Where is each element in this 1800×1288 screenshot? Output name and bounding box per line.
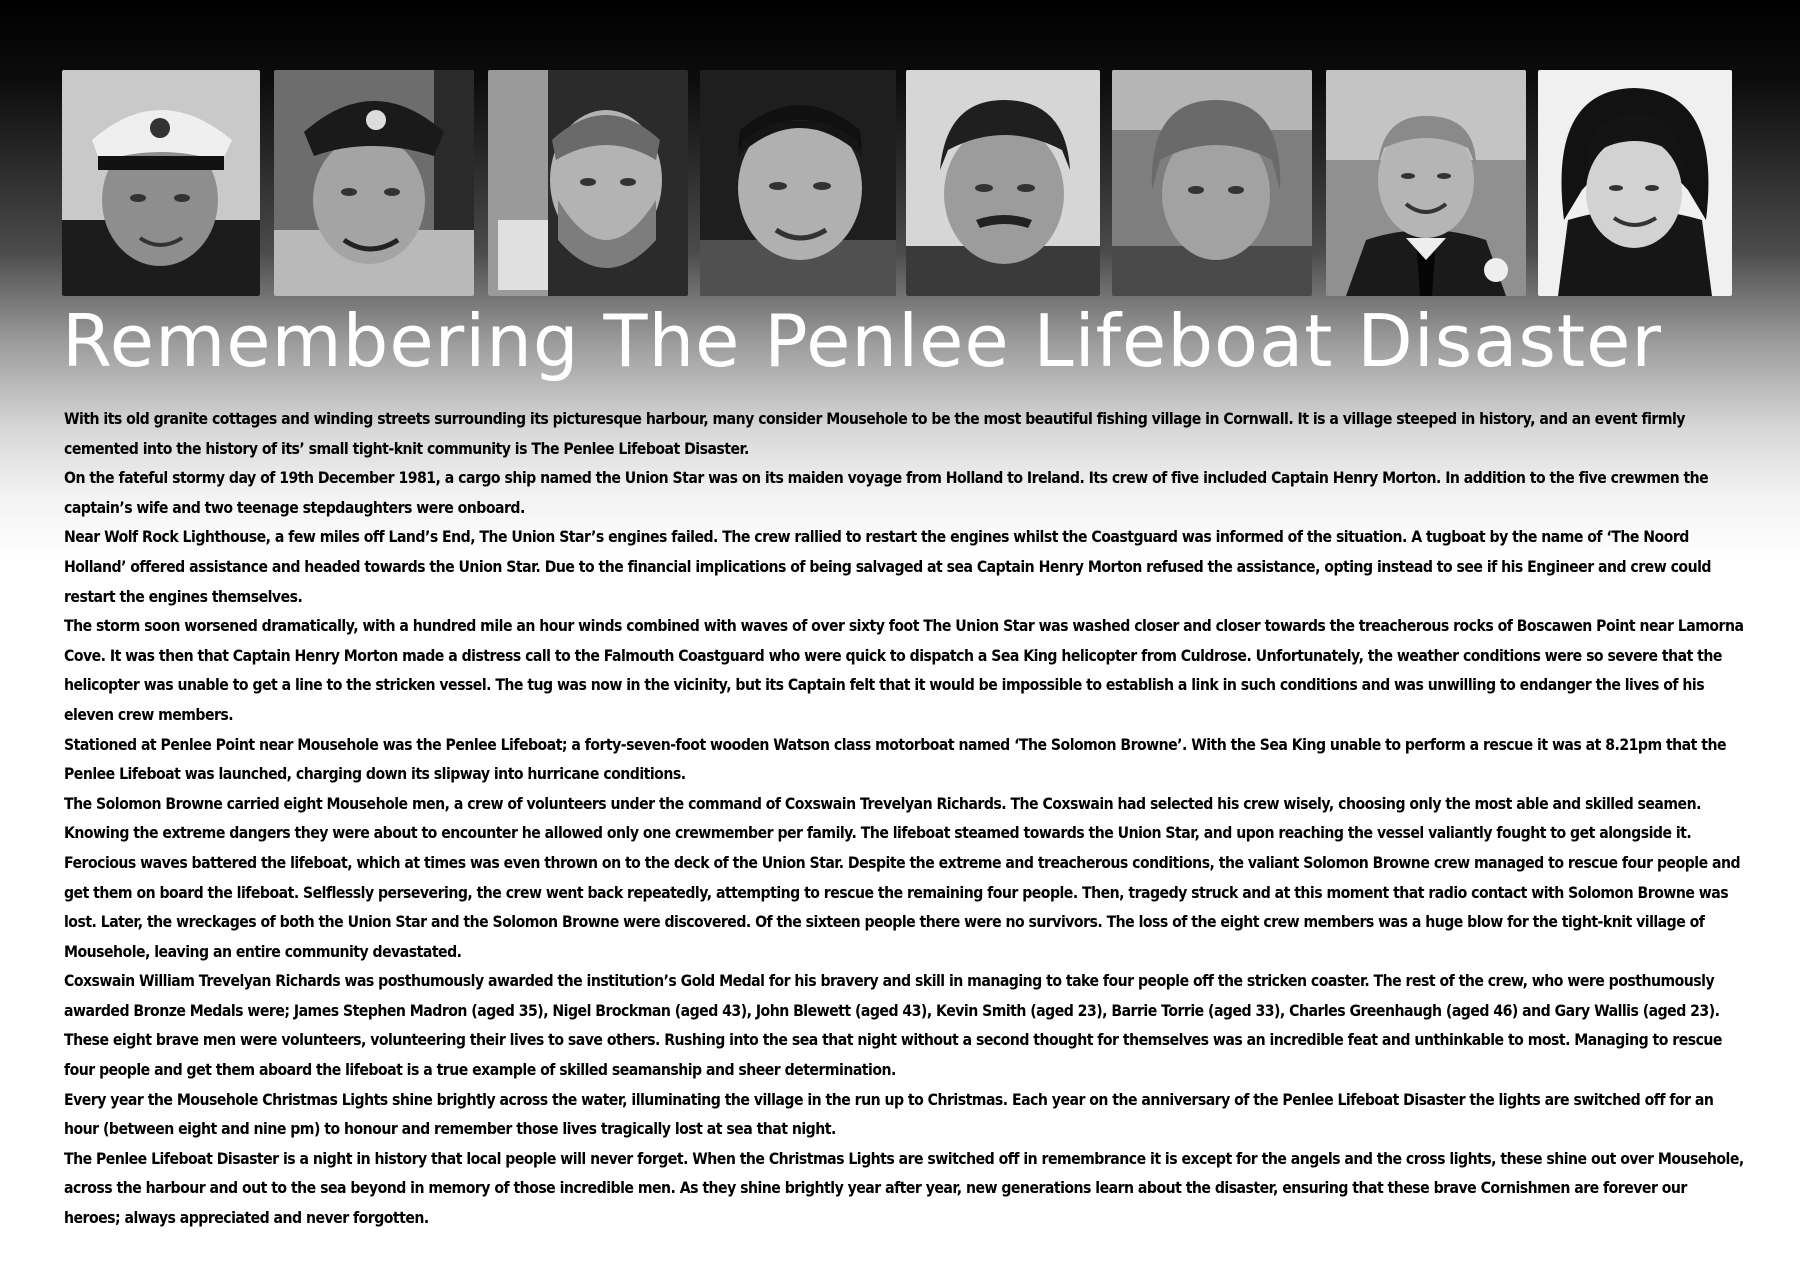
article-body xyxy=(64,404,1744,1233)
page-title: Remembering The Penlee Lifeboat Disaster xyxy=(62,299,1663,383)
paragraph: The Solomon Browne carried eight Mousehole men, a crew of volunteers under the command of Coxswain Trevelyan Richards. The Coxswain had selected his crew wisely, choosing only the most able and skilled seamen. Knowing the extreme dangers they were about to encounter he allowed only one crewmember per family. The lifeboat steamed towards the Union Star, and upon reaching the vessel valiantly fought to get alongside it. Ferocious waves battered the lifeboat, which at times was even thrown on to the deck of the Union Star. Despite the extreme and treacherous conditions, the valiant Solomon Browne crew managed to rescue four people and get them on board the lifeboat. Selflessly persevering, the crew went back repeatedly, attempting to rescue the remaining four people. Then, tragedy struck and at this moment that radio contact with Solomon Browne was lost. Later, the wreckages of both the Union Star and the Solomon Browne were discovered. Of the sixteen people there were no survivors. The loss of the eight crew members was a huge blow for the tight-knit village of Mousehole, leaving an entire community devastated. xyxy=(64,793,1741,961)
paragraph: The Penlee Lifeboat Disaster is a night in history that local people will never forget. When the Christmas Lights are switched off in remembrance it is except for the angels and the cross lights, these shine out over Mousehole, across the harbour and out to the sea beyond in memory of those incredible men. As they shine brightly year after year, new generations learn about the disaster, ensuring that these brave Cornishmen are forever our heroes; always appreciated and never forgotten. xyxy=(64,1148,1744,1228)
paragraph: Near Wolf Rock Lighthouse, a few miles off Land’s End, The Union Star’s engines failed. The crew rallied to restart the engines whilst the Coastguard was informed of the situation. A tugboat by the name of ‘The Noord Holland’ offered assistance and headed towards the Union Star. Due to the financial implications of being salvaged at sea Captain Henry Morton refused the assistance, opting instead to see if his Engineer and crew could restart the engines themselves. xyxy=(64,527,1711,606)
paragraph: Every year the Mousehole Christmas Lights shine brightly across the water, illuminating the village in the run up to Christmas. Each year on the anniversary of the Penlee Lifeboat Disaster the lights are switched off for an hour (between eight and nine pm) to honour and remember those lives tragically lost at sea that night. xyxy=(64,1089,1714,1139)
paragraph: Stationed at Penlee Point near Mousehole was the Penlee Lifeboat; a forty-seven-foot wooden Watson class motorboat named ‘The Solomon Browne’. With the Sea King unable to perform a rescue it was at 8.21pm that the Penlee Lifeboat was launched, charging down its slipway into hurricane conditions. xyxy=(64,734,1727,784)
crew-photo-strip xyxy=(62,70,1732,296)
crew-portrait-5 xyxy=(906,70,1100,296)
paragraph: Coxswain William Trevelyan Richards was posthumously awarded the institution’s Gold Medal for his bravery and skill in managing to take four people off the stricken coaster. The rest of the crew, who were posthumously awarded Bronze Medals were; James Stephen Madron (aged 35), Nigel Brockman (aged 43), John Blewett (aged 43), Kevin Smith (aged 23), Barrie Torrie (aged 33), Charles Greenhaugh (aged 46) and Gary Wallis (aged 23). These eight brave men were volunteers, volunteering their lives to save others. Rushing into the sea that night without a second thought for themselves was an incredible feat and unthinkable to most. Managing to rescue four people and get them aboard the lifeboat is a true example of skilled seamanship and sheer determination. xyxy=(64,971,1722,1080)
crew-portrait-6 xyxy=(1112,70,1312,296)
crew-portrait-8 xyxy=(1538,70,1732,296)
crew-portrait-4 xyxy=(700,70,896,296)
crew-portrait-1 xyxy=(62,70,260,296)
paragraph: With its old granite cottages and winding streets surrounding its picturesque harbour, many consider Mousehole to be the most beautiful fishing village in Cornwall. It is a village steeped in history, and an event firmly cemented into the history of its’ small tight-knit community is The Penlee Lifeboat Disaster. xyxy=(64,409,1685,458)
crew-portrait-2 xyxy=(274,70,474,296)
paragraph: On the fateful stormy day of 19th December 1981, a cargo ship named the Union Star was on its maiden voyage from Holland to Ireland. Its crew of five included Captain Henry Morton. In addition to the five crewmen the captain’s wife and two teenage stepdaughters were onboard. xyxy=(64,468,1709,517)
crew-portrait-7 xyxy=(1326,70,1526,296)
paragraph: The storm soon worsened dramatically, with a hundred mile an hour winds combined with waves of over sixty foot The Union Star was washed closer and closer towards the treacherous rocks of Boscawen Point near Lamorna Cove. It was then that Captain Henry Morton made a distress call to the Falmouth Coastguard who were quick to dispatch a Sea King helicopter from Culdrose. Unfortunately, the weather conditions were so severe that the helicopter was unable to get a line to the stricken vessel. The tug was now in the vicinity, but its Captain felt that it would be impossible to establish a link in such conditions and was unwilling to endanger the lives of his eleven crew members. xyxy=(64,616,1744,724)
crew-portrait-3 xyxy=(488,70,688,296)
